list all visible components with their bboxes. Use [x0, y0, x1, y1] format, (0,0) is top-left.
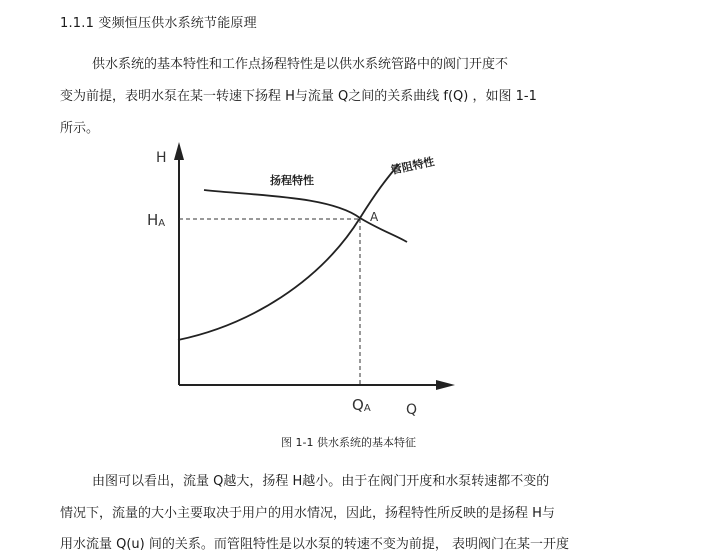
pipe-curve-label: 管阻特性 [389, 155, 436, 177]
x-axis-arrow [436, 380, 455, 390]
figure-caption: 图 1-1 供水系统的基本特征 [281, 436, 416, 449]
paragraph2-line3: 用水流量 Q(u) 间的关系。而管阻特性是以水泵的转速不变为前提， 表明阀门在某一开度 [60, 537, 570, 552]
lift-curve-label: 扬程特性 [270, 174, 314, 187]
paragraph1-line1: 供水系统的基本特性和工作点扬程特性是以供水系统管路中的阀门开度不 [92, 57, 509, 72]
ha-label: HA [147, 211, 166, 229]
paragraph2-line1: 由图可以看出，流量 Q越大，扬程 H越小。由于在阀门开度和水泵转速都不变的 [92, 474, 550, 489]
paragraph2-line2: 情况下，流量的大小主要取决于用户的用水情况，因此，扬程特性所反映的是扬程 H与 [60, 506, 555, 521]
qa-label: QA [352, 396, 371, 414]
paragraph1-line3: 所示。 [60, 121, 100, 136]
section-heading: 1.1.1 变频恒压供水系统节能原理 [60, 16, 257, 31]
paragraph1-line2: 变为前提，表明水泵在某一转速下扬程 H与流量 Q之间的关系曲线 f(Q) ，如图 1-1 [60, 89, 537, 104]
y-axis-arrow [174, 142, 184, 160]
operating-point-label: A [370, 210, 379, 224]
x-axis-label: Q [406, 402, 418, 418]
y-axis-label: H [156, 150, 167, 166]
